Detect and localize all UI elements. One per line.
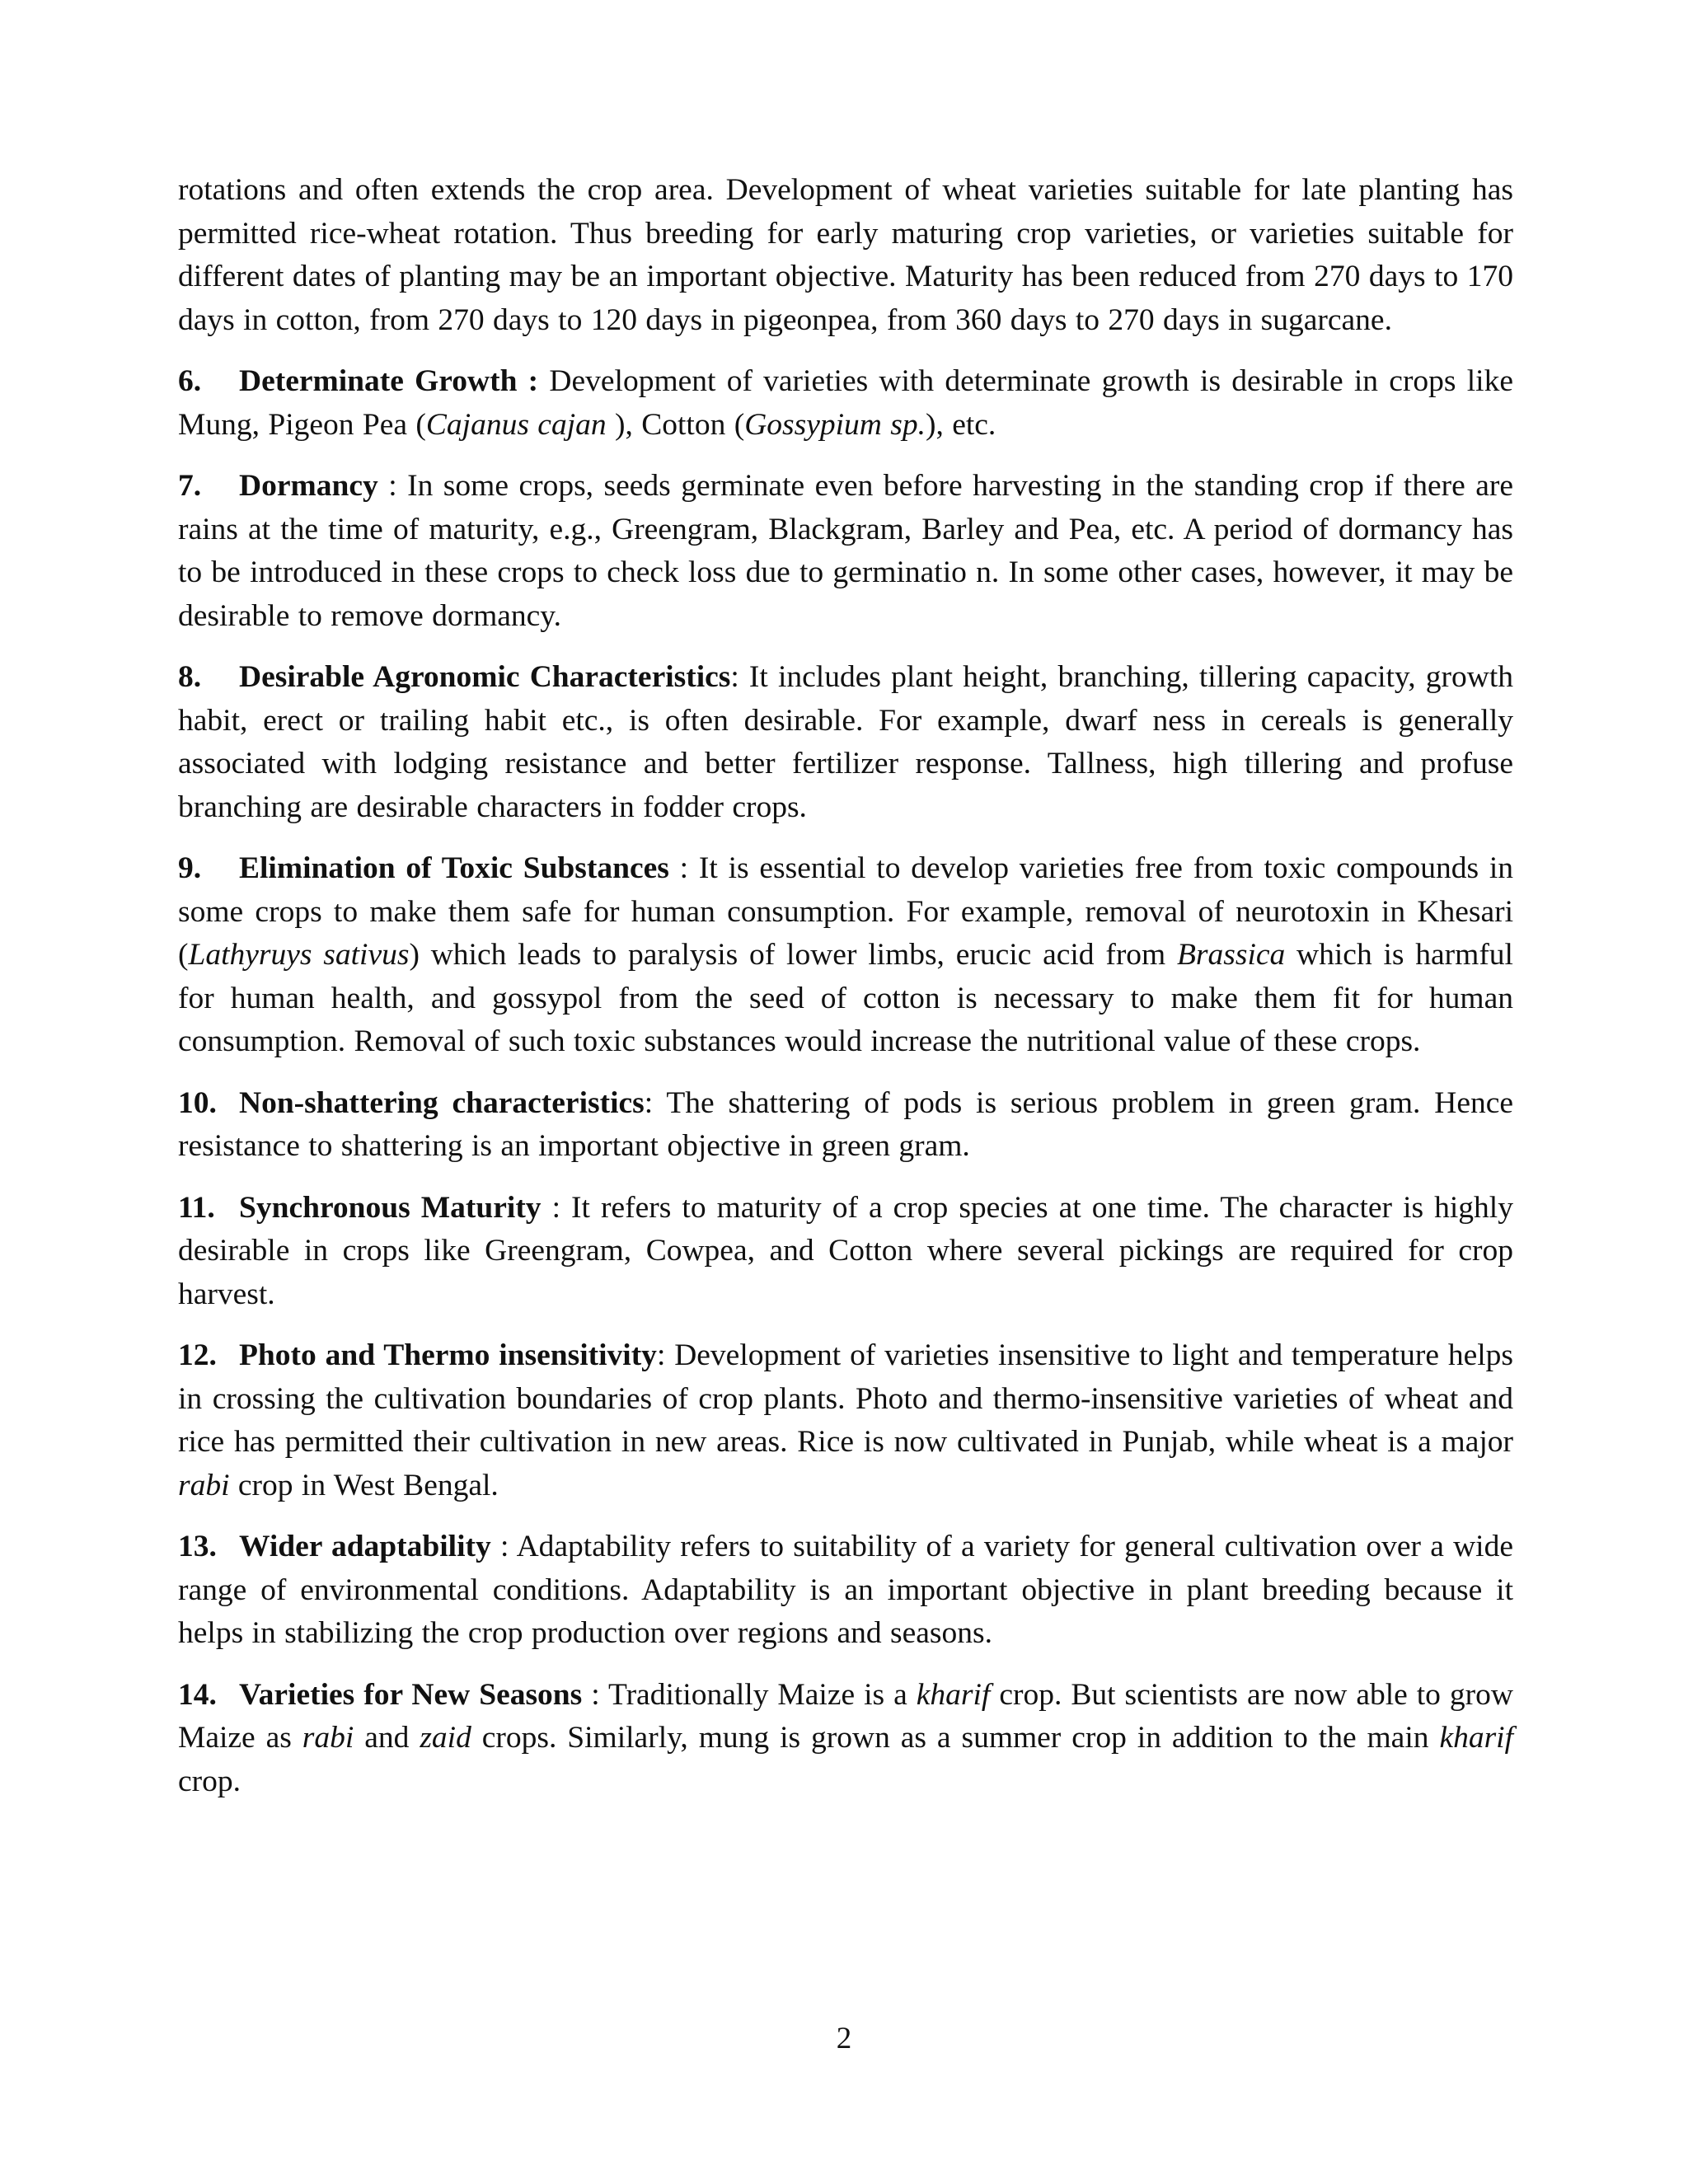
item-heading: Wider adaptability	[239, 1530, 491, 1563]
intro-paragraph	[178, 169, 1513, 342]
item-text: : Traditionally Maize is a	[582, 1677, 917, 1712]
item-heading: Photo and Thermo insensitivity	[239, 1338, 657, 1372]
item-text: and	[354, 1721, 420, 1755]
item-text: : Development of varieties insensitive to light and temperature helps in crossing the cultivation boundaries of crop plants. Photo and thermo-insensitive varieties of wheat and rice has permitted their cultivation in new areas. Rice is now cultivated in Punjab, while wheat is a major	[178, 1338, 1513, 1459]
document-page	[178, 169, 1513, 1821]
item-text: : It refers to maturity of a crop species at one time. The character is highly desirable in crops like Greengram, Cowpea, and Cotton where several pickings are required for crop harvest.	[178, 1190, 1513, 1311]
item-italic-text: Cajanus cajan	[425, 407, 607, 442]
item-text: crop in West Bengal.	[229, 1468, 499, 1502]
item-number: 10.	[178, 1085, 217, 1120]
item-new-seasons	[178, 1674, 1513, 1804]
item-heading: Non-shattering characteristics	[239, 1085, 645, 1120]
item-dormancy	[178, 465, 1513, 638]
item-italic-text: Lathyruys sativus	[188, 938, 410, 972]
item-text: Development of varieties with determinate growth is desirable in crops like Mung, Pigeon Pea (	[178, 364, 1513, 442]
item-text: ), etc.	[925, 407, 996, 442]
item-text: crops. Similarly, mung is grown as a summer crop in addition to the main	[471, 1721, 1440, 1755]
intro-text: rotations and often extends the crop area. Development of wheat varieties suitable for late planting has permitted rice-wheat rotation. Thus breeding for early maturing crop varieties, or varieties suitable for different dates of planting may be an important objective. Maturity has been reduced from 270 days to 170 days in cotton, from 270 days to 120 days in pigeonpea, from 360 days to 270 days in sugarcane.	[178, 173, 1513, 337]
item-agronomic-characteristics	[178, 656, 1513, 829]
item-text: : In some crops, seeds germinate even before harvesting in the standing crop if there are rains at the time of maturity, e.g., Greengram, Blackgram, Barley and Pea, etc. A period of dormancy has to be introduced in these crops to check loss due to germinatio n. In some other cases, however, it may be desirable to remove dormancy.	[178, 469, 1513, 633]
item-text: ), Cotton (	[606, 407, 745, 442]
item-heading: Synchronous Maturity	[239, 1190, 542, 1225]
item-text: : Adaptability refers to suitability of a variety for general cultivation over a wide range of environmental conditions. Adaptability is an important objective in plant breeding because it helps in stabilizing the crop production over regions and seasons.	[178, 1530, 1513, 1650]
item-heading: Varieties for New Seasons	[239, 1677, 583, 1712]
item-text: crop.	[178, 1764, 241, 1798]
item-non-shattering	[178, 1082, 1513, 1169]
item-text: ) which leads to paralysis of lower limbs, erucic acid from	[409, 938, 1178, 972]
item-italic-text: zaid	[420, 1721, 471, 1755]
item-italic-text: Gossypium sp.	[744, 407, 926, 442]
item-number: 12.	[178, 1338, 217, 1372]
item-italic-text: rabi	[302, 1721, 354, 1755]
item-italic-text: rabi	[178, 1468, 230, 1502]
item-number: 6.	[178, 364, 202, 398]
item-text: : It includes plant height, branching, tillering capacity, growth habit, erect or trailing habit etc., is often desirable. For example, dwarf ness in cereals is generally associated with lodging resistance and better fertilizer response. Tallness, high tillering and profuse branching are desirable characters in fodder crops.	[178, 660, 1513, 824]
item-number: 7.	[178, 469, 202, 503]
item-heading: Elimination of Toxic Substances	[239, 851, 669, 885]
item-italic-text: kharif	[1439, 1721, 1514, 1755]
item-text: crop. But scientists are now able to grow Maize as	[178, 1677, 1513, 1755]
item-italic-text: Brassica	[1177, 938, 1286, 972]
item-photo-thermo-insensitivity	[178, 1334, 1513, 1507]
item-text: : The shattering of pods is serious problem in green gram. Hence resistance to shattering is an important objective in green gram.	[178, 1085, 1513, 1163]
item-heading: Determinate Growth :	[239, 364, 539, 398]
item-italic-text: kharif	[916, 1677, 991, 1712]
item-number: 11.	[178, 1190, 215, 1225]
item-number: 8.	[178, 660, 202, 694]
page-number: 2	[836, 2022, 852, 2055]
item-text: : It is essential to develop varieties free from toxic compounds in some crops to make them safe for human consumption. For example, removal of neurotoxin in Khesari (	[178, 851, 1513, 972]
item-synchronous-maturity	[178, 1187, 1513, 1317]
item-determinate-growth	[178, 360, 1513, 447]
item-wider-adaptability	[178, 1526, 1513, 1656]
item-text: which is harmful for human health, and gossypol from the seed of cotton is necessary to make them fit for human consumption. Removal of such toxic substances would increase the nutritional value of these crops.	[178, 938, 1513, 1058]
item-number: 9.	[178, 851, 202, 885]
item-heading: Dormancy	[239, 469, 378, 503]
item-number: 14.	[178, 1677, 217, 1712]
item-toxic-substances	[178, 847, 1513, 1064]
item-number: 13.	[178, 1530, 217, 1563]
item-heading: Desirable Agronomic Characteristics	[239, 660, 731, 694]
